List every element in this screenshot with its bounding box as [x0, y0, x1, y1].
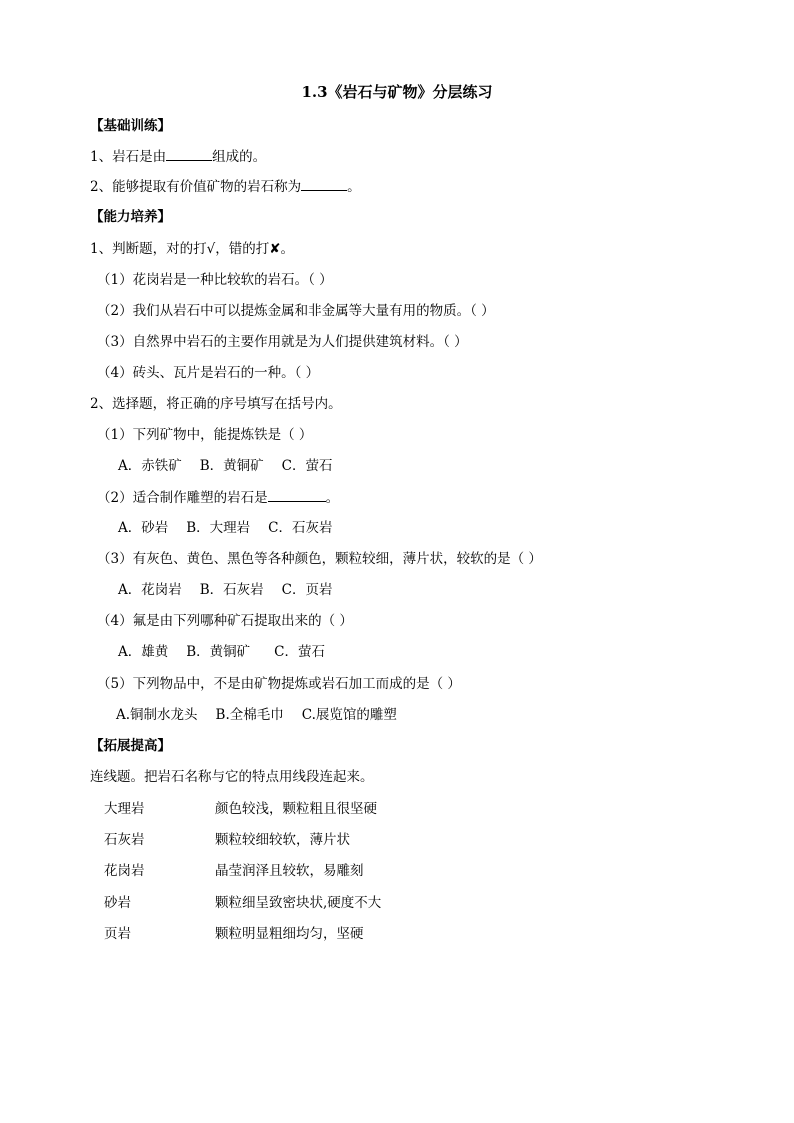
choice-question-4: （4）氟是由下列哪种矿石提取出来的（ ） — [97, 613, 353, 629]
judge-item: （2）我们从岩石中可以提炼金属和非金属等大量有用的物质。（ ） — [97, 303, 495, 319]
choice-option: C．萤石 — [274, 644, 326, 660]
rock-name: 石灰岩 — [104, 832, 145, 848]
choice-option: B.全棉毛巾 — [215, 707, 284, 723]
rock-name: 砂岩 — [104, 895, 131, 911]
choice-question-5: （5）下列物品中，不是由矿物提炼或岩石加工而成的是（ ） — [97, 676, 461, 692]
question-text: 。 — [347, 179, 361, 195]
choice-option: B．大理岩 — [186, 520, 251, 536]
section-ability-heading: 【能力培养】 — [90, 209, 171, 225]
question-text: 。 — [325, 490, 340, 506]
rock-feature: 颗粒细呈致密块状,硬度不大 — [215, 895, 382, 911]
choice-option: B．石灰岩 — [199, 582, 264, 598]
choice-options-4 — [118, 643, 343, 661]
question-text: 1、岩石是由 — [90, 149, 167, 165]
choice-option: A．赤铁矿 — [118, 458, 182, 474]
rock-name: 页岩 — [104, 926, 131, 942]
choice-option: A．砂岩 — [118, 520, 169, 536]
judge-item: （3）自然界中岩石的主要作用就是为人们提供建筑材料。（ ） — [97, 334, 468, 350]
answer-blank[interactable] — [166, 147, 212, 161]
choice-option: C.展览馆的雕塑 — [301, 707, 397, 723]
choice-option: C．石灰岩 — [268, 520, 333, 536]
choice-option: B．黄铜矿 — [186, 644, 251, 660]
rock-name: 花岗岩 — [104, 863, 145, 879]
question-text: 组成的。 — [212, 149, 267, 165]
judge-item: （1）花岗岩是一种比较软的岩石。（ ） — [97, 272, 333, 288]
choice-options-1 — [118, 457, 351, 475]
rock-feature: 晶莹润泽且较软，易雕刻 — [215, 863, 364, 879]
answer-blank[interactable] — [268, 488, 326, 502]
choice-question-2 — [97, 488, 339, 507]
choice-options-2 — [118, 519, 351, 537]
choice-option: A．雄黄 — [118, 644, 169, 660]
worksheet-title: 1.3《岩石与矿物》分层练习 — [301, 83, 493, 101]
choice-option: A．花岗岩 — [118, 582, 182, 598]
rock-feature: 颗粒较细较软，薄片状 — [215, 832, 350, 848]
choice-option: C．页岩 — [281, 582, 333, 598]
choice-title: 2、选择题，将正确的序号填写在括号内。 — [90, 396, 342, 412]
answer-blank[interactable] — [301, 177, 347, 191]
choice-option: C．萤石 — [281, 458, 333, 474]
choice-question-3: （3）有灰色、黄色、黑色等各种颜色，颗粒较细，薄片状，较软的是（ ） — [97, 551, 542, 567]
question-basic-2 — [90, 177, 361, 196]
choice-options-5 — [116, 706, 415, 724]
question-basic-1 — [90, 147, 266, 166]
matching-instruction: 连线题。把岩石名称与它的特点用线段连起来。 — [90, 769, 374, 785]
judge-title: 1、判断题，对的打√，错的打✘。 — [90, 241, 295, 257]
section-basic-heading: 【基础训练】 — [90, 118, 171, 134]
section-extend-heading: 【拓展提高】 — [90, 738, 171, 754]
choice-option: B．黄铜矿 — [199, 458, 264, 474]
question-text: （2）适合制作雕塑的岩石是 — [97, 490, 268, 506]
rock-feature: 颜色较浅，颗粒粗且很坚硬 — [215, 801, 377, 817]
choice-question-1: （1）下列矿物中，能提炼铁是（ ） — [97, 427, 313, 443]
choice-option: A.铜制水龙头 — [116, 707, 198, 723]
choice-options-3 — [118, 581, 351, 599]
question-text: 2、能够提取有价值矿物的岩石称为 — [90, 179, 302, 195]
judge-item: （4）砖头、瓦片是岩石的一种。（ ） — [97, 365, 320, 381]
rock-name: 大理岩 — [104, 801, 145, 817]
rock-feature: 颗粒明显粗细均匀，坚硬 — [215, 926, 364, 942]
